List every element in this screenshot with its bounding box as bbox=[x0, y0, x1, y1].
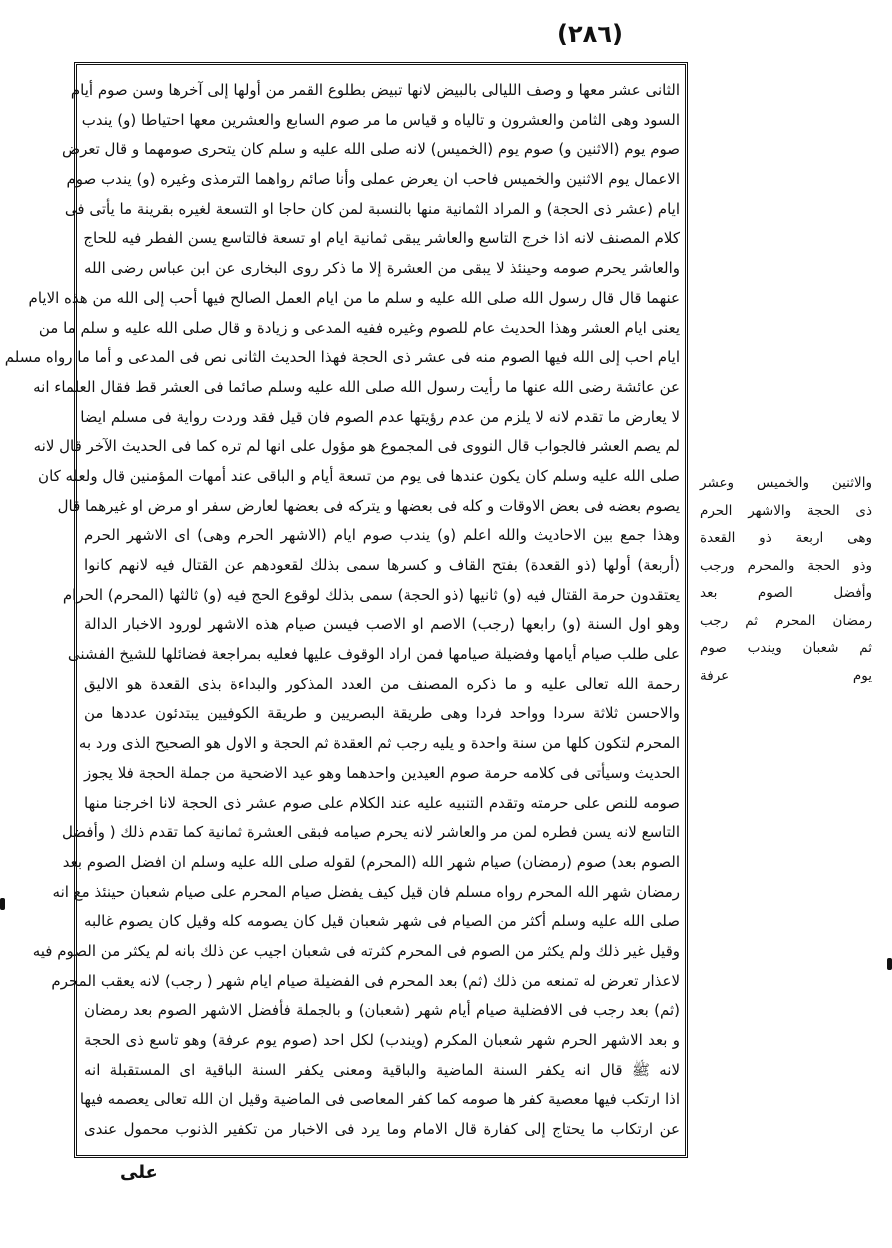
text-line: لاعذار تعرض له تمنعه من ذلك (ثم) بعد المحرم فى الفضيلة صيام ايام شهر ( رجب) لانه يعقب المحرم bbox=[51, 971, 680, 990]
text-line: صلى الله عليه وسلم كان يكون عندها فى يوم من تسعة أيام و الباقى عند أمهات المؤمنين قال ولعله كان bbox=[38, 466, 680, 485]
scan-binding-mark bbox=[0, 898, 5, 910]
margin-note bbox=[700, 470, 872, 690]
text-line: الثانى عشر معها و وصف الليالى بالبيض لانها تبيض بطلوع القمر من أولها إلى آخرها وسن صوم أيام bbox=[70, 81, 680, 99]
text-line: لا يعارض ما تقدم لانه لا يلزم من عدم رؤيتها عدم الصوم فان قيل فقد وردت رواية فى مسلم ايضا bbox=[80, 407, 680, 426]
text-line: و بعد الاشهر الحرم شهر شعبان المكرم (ويندب) لكل احد (صوم يوم عرفة) وهو تاسع ذى الحجة bbox=[84, 1031, 680, 1049]
text-line: صومه للنص على حرمته وتقدم التنبيه عليه عند الكلام على صوم عشر ذى الحجة لانا اخرجنا منها bbox=[84, 793, 680, 812]
text-line: يصوم بعضه فى بعض الاوقات و كله فى بعضها و يتركه فى بعضها لعارض سفر او مرض او غيرهما قال bbox=[57, 496, 680, 515]
text-line: السود وهى الثامن والعشرون و تالياه و قياس ما مر صوم السابع والعشرين معها احتياطا (و) يندب bbox=[81, 110, 680, 129]
text-line: صوم يوم (الاثنين و) صوم يوم (الخميس) لانه صلى الله عليه و سلم كان يتحرى صومهما و قال تعرض bbox=[61, 140, 680, 159]
text-line: على طلب صيام أيامها وفضيلة صيامها فمن اراد الوقوف عليها فعليه بمراجعة فضائلها للشيخ الفشنى bbox=[67, 645, 680, 664]
text-line: لانه ﷺ قال انه يكفر السنة الماضية والباقية ومعنى يكفر السنة الباقية اى المستقبلة انه bbox=[84, 1060, 680, 1079]
text-line: التاسع لانه يسن فطره لمن مر والعاشر لانه يحرم صيامه فبقى العشرة ثمانية كما تقدم ذلك ( وأفضل bbox=[62, 823, 680, 842]
margin-note-line: والاثنين والخميس وعشر bbox=[700, 475, 872, 491]
text-line: وقيل غير ذلك ولم يكثر من الصوم فى المحرم كثرته فى شعبان اجيب عن ذلك بانه لم يكثر من الصوم فيه bbox=[32, 941, 680, 960]
scan-binding-mark bbox=[887, 958, 892, 970]
margin-note-line: وذو الحجة والمحرم ورجب bbox=[700, 557, 872, 574]
text-line: الاعمال يوم الاثنين والخميس فاحب ان يعرض عملى وأنا صائم رواهما الترمذى وغيره (و) يندب صوم bbox=[66, 170, 680, 189]
margin-note-line: يوم عرفة bbox=[700, 667, 872, 684]
text-line: عن ارتكاب ما يحتاج إلى كفارة قال الامام وما يرد فى الاخبار من تكفير الذنوب محمول عندى bbox=[84, 1120, 680, 1139]
text-line: (أربعة) أولها (ذو القعدة) بفتح القاف و كسرها سمى بذلك لقعودهم عن القتال فيه لانهم كانوا bbox=[84, 556, 680, 574]
text-line: ايام (عشر ذى الحجة) و المراد الثمانية منها بالنسبة لمن كان حاجا او التسعة لغيره بقرينة ما يأتى فى bbox=[64, 199, 680, 218]
text-line: (ثم) بعد رجب فى الافضلية صيام أيام شهر (شعبان) و بالجملة فأفضل الاشهر الصوم بعد رمضان bbox=[84, 1001, 680, 1020]
text-line: اذا ارتكب فيها معصية كفر ها صومه كما كفر المعاصى فى الماضية وقيل ان الله تعالى يعصمه فيها bbox=[79, 1090, 680, 1109]
text-line: يعتقدون حرمة القتال فيه (و) ثانيها (ذو الحجة) سمى بذلك لوقوع الحج فيه (و) ثالثها (المحرم) الحرام bbox=[62, 585, 680, 604]
text-line: عنهما قال قال رسول الله صلى الله عليه و سلم ما من ايام العمل الصالح فيها أحب إلى الله من هذه الايام bbox=[28, 288, 680, 307]
margin-note-line: ثم شعبان ويندب صوم bbox=[700, 640, 872, 656]
margin-note-line: وأفضل الصوم بعد bbox=[700, 585, 872, 601]
text-line: رحمة الله تعالى عليه و ما ذكره المصنف من العدد المذكور والبداءة بذى القعدة هو الاليق bbox=[84, 674, 680, 693]
text-line: صلى الله عليه وسلم أكثر من الصيام فى شهر شعبان قيل كان يصومه كله وقيل كان يصوم غالبه bbox=[84, 912, 680, 931]
catchword: على bbox=[120, 1162, 158, 1183]
text-line: وهو اول السنة (و) رابعها (رجب) الاصم او الاصب فيسن صيام هذه الاشهر لورود الاخبار الدالة bbox=[84, 615, 680, 634]
text-line: يعنى ايام العشر وهذا الحديث عام للصوم وغيره ففيه المدعى و زيادة و قال صلى الله عليه و سلم ما من bbox=[38, 318, 680, 337]
text-line: ايام احب إلى الله فيها الصوم منه فى عشر ذى الحجة فهذا الحديث الثانى نص فى المدعى و أما ما رواه مسلم bbox=[4, 348, 680, 367]
text-line: المحرم لتكون كلها من سنة واحدة و يليه رجب ثم العقدة ثم الحجة و الاول هو الصحيح الذى ورد به bbox=[78, 734, 680, 753]
text-line: وهذا جمع بين الاحاديث والله اعلم (و) يندب صوم ايام (الاشهر الحرم وهى) اى الاشهر الحرم bbox=[84, 526, 680, 545]
margin-note-line: رمضان المحرم ثم رجب bbox=[700, 612, 872, 629]
margin-note-line: وهى اربعة ذو القعدة bbox=[700, 530, 872, 546]
text-line: لم يصم العشر فالجواب قال النووى فى المجموع هو مؤول على انها لم تره كما فى الحديث الآخر قال لانه bbox=[33, 437, 680, 456]
text-line: كلام المصنف لانه اذا خرج التاسع والعاشر يبقى ثمانية ايام او تسعة فالتاسع يسن الفطر فيه للحاج bbox=[83, 229, 680, 248]
margin-note-line: ذى الحجة والاشهر الحرم bbox=[700, 502, 872, 519]
page-number: (٢٨٦) bbox=[557, 20, 623, 48]
text-line: والعاشر يحرم صومه وحينئذ لا يبقى من العشرة إلا ما ذكر روى البخارى عن ابن عباس رضى الله bbox=[84, 259, 680, 278]
main-text-body bbox=[4, 76, 680, 1146]
text-line: الصوم بعد) صوم (رمضان) صيام شهر الله (المحرم) لقوله صلى الله عليه وسلم ان افضل الصوم بعد bbox=[62, 852, 680, 871]
text-line: الحديث وسيأتى فى كلامه حرمة صوم العيدين واحدهما وهو عيد الاضحية من جملة الحجة فلا يجوز bbox=[84, 763, 680, 782]
text-line: رمضان شهر الله المحرم رواه مسلم فان قيل كيف يفضل صيام المحرم على صيام شعبان حينئذ مع انه bbox=[52, 882, 680, 901]
text-line: والاحسن ثلاثة سردا وواحد فردا وهى طريقة البصريين و طريقة الكوفيين يبتدئون عددها من bbox=[84, 704, 680, 723]
text-line: عن عائشة رضى الله عنها ما رأيت رسول الله صلى الله عليه وسلم صائما فى العشر قط فقال العلماء انه bbox=[33, 377, 680, 396]
